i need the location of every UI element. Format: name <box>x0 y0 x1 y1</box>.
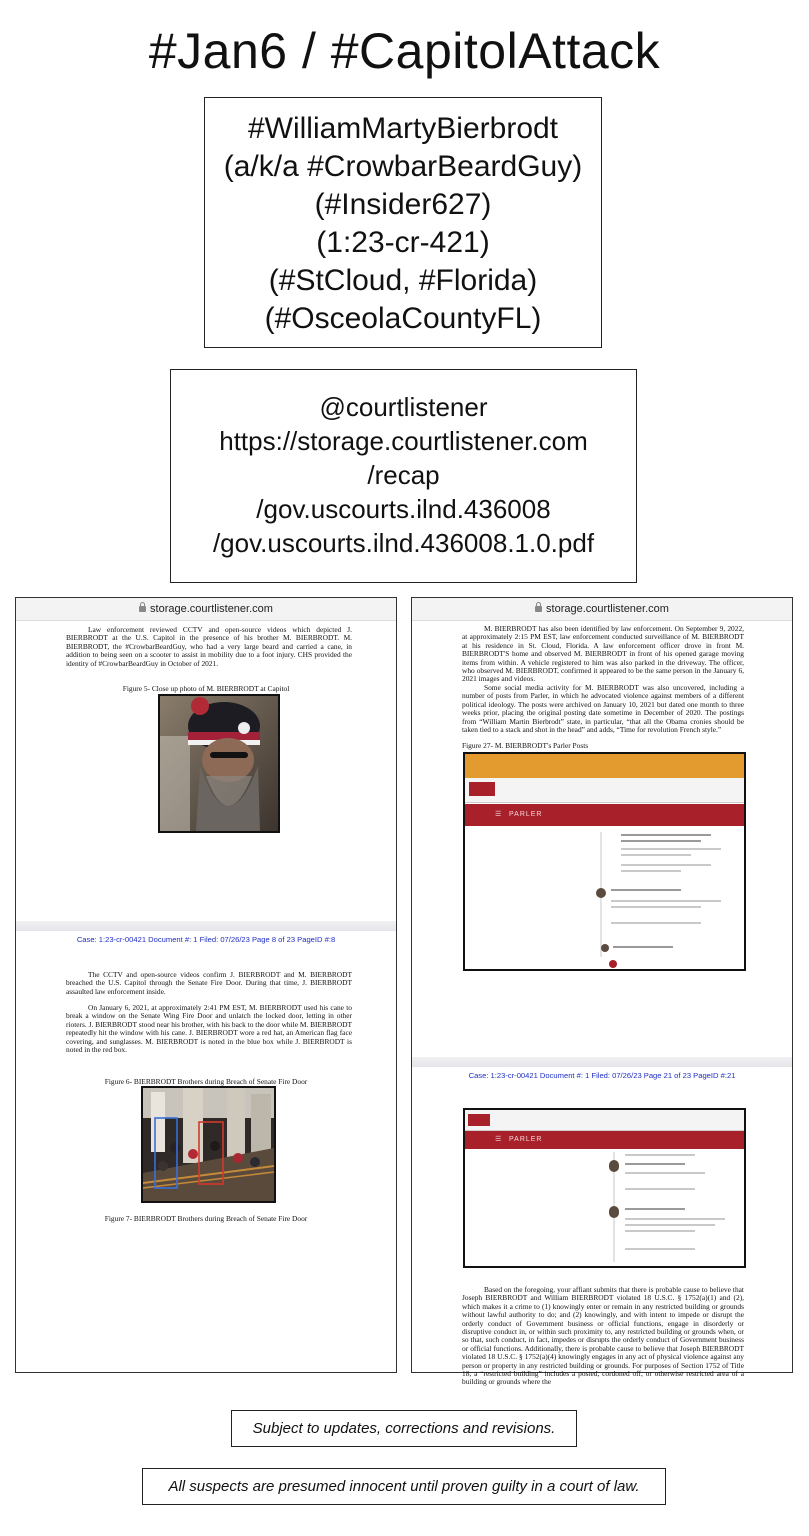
archive-header <box>465 1110 744 1131</box>
paragraph: Law enforcement reviewed CCTV and open-source videos which depicted J. BIERBRODT at the U.S. Capitol in the presence of his brother M. BIERBRODT. M. BIERBRODT, the #CrowbarBeardGuy, who had a very large beard and carried a cane, in addition to being seen on a scooter to assist in mobility due to a foot injury. CHS provided the identity of #CrowbarBeardGuy in October of 2021. <box>66 625 352 668</box>
post-author-line <box>625 1163 685 1165</box>
address-bar-url: storage.courtlistener.com <box>150 603 273 615</box>
post-text-line <box>621 870 681 872</box>
page-separator <box>16 921 396 931</box>
paragraph: M. BIERBRODT has also been identified by law enforcement. On September 9, 2022, at approximately 2:15 PM EST, law enforcement conducted surveillance of M. BIERBRODT at his residence in St. Cloud, Florida. A law enforcement officer drove in front M. BIERBRODT'S home and observed M. BIERBRODT in front of his opened garage moving items from within. A vehicle registered to him was also parked in the driveway. The officer, who observed M. BIERBRODT, confirmed it appeared to be the same person in the January 6, 2021 images and videos. <box>462 624 744 684</box>
parler-header-bar <box>465 804 744 826</box>
post-title-line <box>621 840 701 842</box>
subject-box <box>204 97 602 348</box>
archive-header <box>465 778 744 803</box>
updates-disclaimer: Subject to updates, corrections and revisions. <box>231 1410 577 1447</box>
figure-27-caption: Figure 27- M. BIERBRODT's Parler Posts <box>462 741 589 750</box>
post-text-line <box>625 1218 725 1220</box>
source-url-path-3: /gov.uscourts.ilnd.436008.1.0.pdf <box>212 528 595 558</box>
post-text-line <box>625 1154 695 1156</box>
paragraph: On January 6, 2021, at approximately 2:41 PM EST, M. BIERBRODT used his cane to break a window on the Senate Wing Fire Door and unlatch the locked door, letting in other rioters. J. BIERBRODT stood near his brother, with his back to the door while M. BIERBRODT repeatedly hit the window with his cane. J. BIERBRODT wore a red hat, an American flag face covering, and sunglasses. M. BIERBRODT is noted in the blue box while J. BIERBRODT is noted in the red box. <box>66 1003 352 1055</box>
page-title: #Jan6 / #CapitolAttack <box>148 23 661 79</box>
subject-alias: (a/k/a #CrowbarBeardGuy) <box>223 150 583 183</box>
post-title-line <box>621 834 711 836</box>
parler-posts-screenshot-1 <box>463 752 746 971</box>
senate-fire-door-photo <box>141 1086 276 1203</box>
bierbrodt-closeup-photo <box>158 694 280 833</box>
page-header: Case: 1:23-cr-00421 Document #: 1 Filed: 07/26/23 Page 21 of 23 PageID #:21 <box>468 1071 736 1080</box>
source-box <box>170 369 637 583</box>
subject-county: (#OsceolaCountyFL) <box>264 302 542 335</box>
archive-logo-icon <box>469 782 495 796</box>
figure-5-caption: Figure 5- Close up photo of M. BIERBRODT at Capitol <box>122 684 290 693</box>
post-text-line <box>625 1224 715 1226</box>
figure-7-caption: Figure 7- BIERBRODT Brothers during Breach of Senate Fire Door <box>104 1214 308 1223</box>
right-document-screenshot <box>411 597 793 1387</box>
paragraph: The CCTV and open-source videos confirm J. BIERBRODT and M. BIERBRODT breached the U.S. Capitol through the Senate Fire Door. During that time, J. BIERBRODT assaulted law enforcement inside. <box>66 970 352 996</box>
presumption-disclaimer: All suspects are presumed innocent until proven guilty in a court of law. <box>142 1468 666 1505</box>
parler-header-bar <box>465 1131 744 1149</box>
post-actions-line <box>625 1248 695 1250</box>
source-url-path-2: /gov.uscourts.ilnd.436008 <box>256 494 551 524</box>
page-separator <box>412 1057 792 1067</box>
menu-icon: ☰ <box>495 811 502 818</box>
avatar <box>601 944 609 952</box>
subject-name: #WilliamMartyBierbrodt <box>247 112 559 145</box>
address-bar[interactable] <box>412 598 792 621</box>
post-actions-line <box>625 1188 695 1190</box>
post-text-line <box>621 854 691 856</box>
parler-logo: PARLER <box>509 811 543 818</box>
subject-location: (#StCloud, #Florida) <box>268 264 538 297</box>
post-text-line <box>611 900 721 902</box>
post-author-line <box>625 1208 685 1210</box>
subject-case-number: (1:23-cr-421) <box>316 226 490 259</box>
parler-posts-screenshot-2 <box>463 1108 746 1268</box>
figure-6-caption: Figure 6- BIERBRODT Brothers during Breach of Senate Fire Door <box>104 1077 308 1086</box>
address-bar[interactable] <box>16 598 396 621</box>
archive-browser-bar <box>465 754 744 778</box>
post-text-line <box>621 848 721 850</box>
post-text-line <box>621 864 711 866</box>
post-author-line <box>611 889 681 891</box>
post-text-line <box>611 906 701 908</box>
source-url-path-1: /recap <box>367 460 440 490</box>
senate-fire-door-image <box>143 1088 274 1201</box>
post-text-line <box>625 1230 695 1232</box>
source-url-host: https://storage.courtlistener.com <box>219 426 588 456</box>
subject-insider-tag: (#Insider627) <box>314 188 492 221</box>
avatar <box>609 960 617 968</box>
page-header: Case: 1:23-cr-00421 Document #: 1 Filed: 07/26/23 Page 8 of 23 PageID #:8 <box>76 935 336 944</box>
archive-logo-icon <box>468 1114 490 1126</box>
post-author-line <box>613 946 673 948</box>
post-text-line <box>625 1172 705 1174</box>
lock-icon <box>535 606 542 612</box>
paragraph: Some social media activity for M. BIERBRODT was also uncovered, including a number of posts from Parler, in which he advocated violence against members of a different political ideology. The posts were archived on January 10, 2021 but dated one month to three weeks prior, placing the original posting date sometime in December of 2020. The postings from “William Martin Bierbrodt” state, in particular, “that all the Obama cronies should be taken tied to a stack and shot in the head” and adds, “Time for revolution French style.” <box>462 683 744 735</box>
parler-logo: PARLER <box>509 1136 543 1143</box>
lock-icon <box>139 606 146 612</box>
avatar <box>609 1160 619 1172</box>
menu-icon: ☰ <box>495 1136 502 1143</box>
avatar <box>609 1206 619 1218</box>
avatar <box>596 888 606 898</box>
post-actions-line <box>611 922 701 924</box>
closeup-photo-image <box>160 696 278 831</box>
paragraph: Based on the foregoing, your affiant submits that there is probable cause to believe that Joseph BIERBRODT and William BIERBRODT violated 18 U.S.C. § 1752(a)(1) and (2), which makes it a crime to (1) knowingly enter or remain in any restricted building or grounds without lawful authority to do; and (2) knowingly, and with intent to impede or disrupt the orderly conduct of Government business or official functions, engage in disorderly or disruptive conduct in, or within such proximity to, any restricted building or grounds when, or so that, such conduct, in fact, impedes or disrupts the orderly conduct of Government business or official functions. Additionally, there is probable cause to believe that Joseph BIERBRODT violated 18 U.S.C. § 1752(a)(4) knowingly engages in any act of physical violence against any person or property in any restricted building or grounds. For purposes of Section 1752 of Title 18, a “restricted building” includes a posted, cordoned off, or otherwise restricted area of a building or grounds where the <box>462 1285 744 1387</box>
left-document-screenshot <box>15 597 397 1373</box>
address-bar-url: storage.courtlistener.com <box>546 603 669 615</box>
source-handle: @courtlistener <box>319 392 488 422</box>
